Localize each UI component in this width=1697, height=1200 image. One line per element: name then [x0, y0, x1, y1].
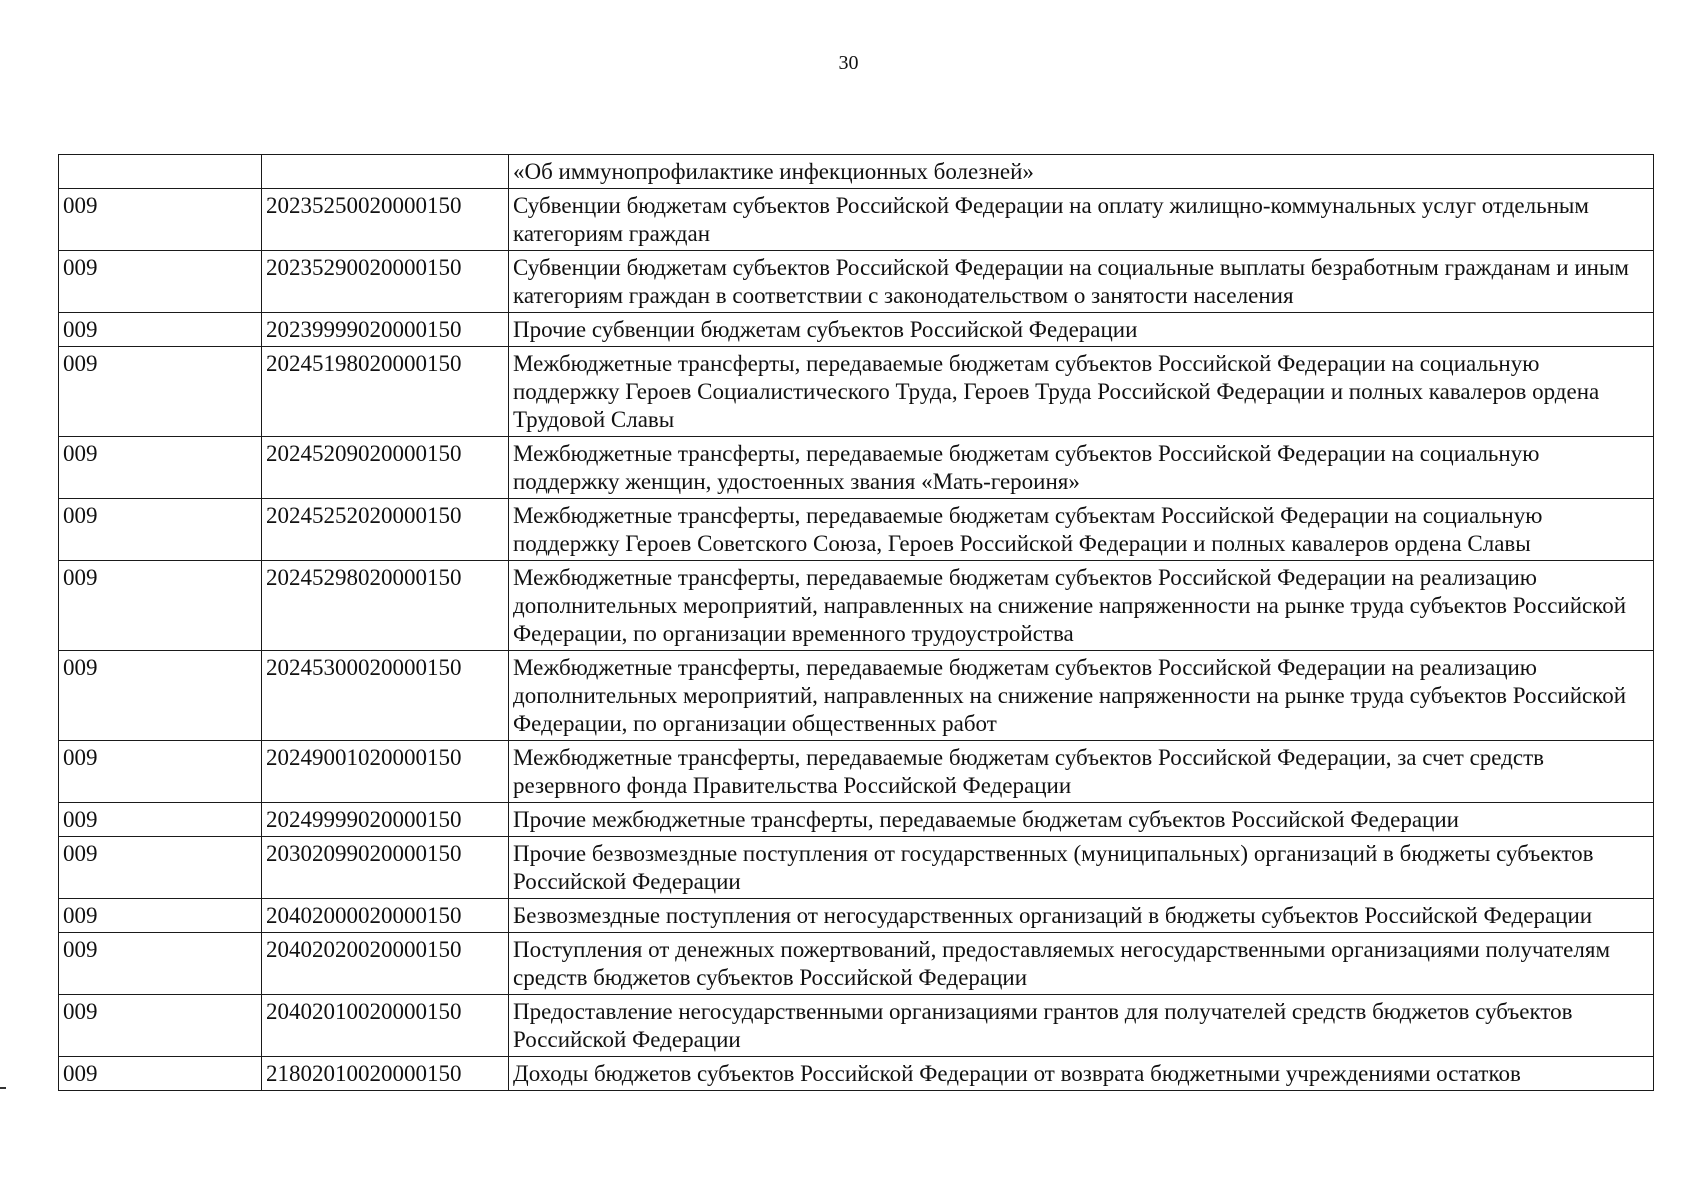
admin-code-cell: 009: [59, 347, 262, 437]
description-cell: Прочие безвозмездные поступления от государственных (муниципальных) организаций в бюджеты субъектов Российской Федерации: [509, 837, 1654, 899]
table-row: [59, 995, 1654, 1057]
description-cell: Поступления от денежных пожертвований, предоставляемых негосударственными организациями получателям средств бюджетов субъектов Российской Федерации: [509, 933, 1654, 995]
admin-code-cell: 009: [59, 437, 262, 499]
admin-code-cell: 009: [59, 251, 262, 313]
admin-code-cell: 009: [59, 499, 262, 561]
kbk-code-cell: 20402010020000150: [262, 995, 509, 1057]
description-cell: Предоставление негосударственными организациями грантов для получателей средств бюджетов субъектов Российской Федерации: [509, 995, 1654, 1057]
kbk-code-cell: 20245298020000150: [262, 561, 509, 651]
admin-code-cell: 009: [59, 803, 262, 837]
description-cell: Межбюджетные трансферты, передаваемые бюджетам субъектов Российской Федерации на реализацию дополнительных мероприятий, направленных на снижение напряженности на рынке труда субъектов Российской Федерации, по организации общественных работ: [509, 651, 1654, 741]
description-cell: Безвозмездные поступления от негосударственных организаций в бюджеты субъектов Российской Федерации: [509, 899, 1654, 933]
description-cell: Межбюджетные трансферты, передаваемые бюджетам субъектам Российской Федерации на социальную поддержку Героев Советского Союза, Героев Российской Федерации и полных кавалеров ордена Славы: [509, 499, 1654, 561]
admin-code-cell: 009: [59, 995, 262, 1057]
table-row: [59, 803, 1654, 837]
kbk-code-cell: 20235250020000150: [262, 189, 509, 251]
table-row: [59, 251, 1654, 313]
table-row: [59, 1057, 1654, 1091]
kbk-code-cell: 20245209020000150: [262, 437, 509, 499]
kbk-code-cell: 20245300020000150: [262, 651, 509, 741]
admin-code-cell: 009: [59, 933, 262, 995]
kbk-code-cell: 20235290020000150: [262, 251, 509, 313]
description-cell: Прочие субвенции бюджетам субъектов Российской Федерации: [509, 313, 1654, 347]
table-row: [59, 499, 1654, 561]
table-row: [59, 561, 1654, 651]
description-cell: Межбюджетные трансферты, передаваемые бюджетам субъектов Российской Федерации на социальную поддержку женщин, удостоенных звания «Мать-героиня»: [509, 437, 1654, 499]
table-row: [59, 347, 1654, 437]
kbk-code-cell: 20302099020000150: [262, 837, 509, 899]
table-row: [59, 899, 1654, 933]
admin-code-cell: [59, 155, 262, 189]
kbk-code-cell: 21802010020000150: [262, 1057, 509, 1091]
admin-code-cell: 009: [59, 899, 262, 933]
kbk-code-cell: [262, 155, 509, 189]
admin-code-cell: 009: [59, 561, 262, 651]
description-cell: Доходы бюджетов субъектов Российской Федерации от возврата бюджетными учреждениями остатков: [509, 1057, 1654, 1091]
table-row: [59, 741, 1654, 803]
description-cell: Межбюджетные трансферты, передаваемые бюджетам субъектов Российской Федерации на социальную поддержку Героев Социалистического Труда, Героев Труда Российской Федерации и полных кавалеров ордена Трудовой Славы: [509, 347, 1654, 437]
description-cell: Межбюджетные трансферты, передаваемые бюджетам субъектов Российской Федерации на реализацию дополнительных мероприятий, направленных на снижение напряженности на рынке труда субъектов Российской Федерации, по организации временного трудоустройства: [509, 561, 1654, 651]
description-cell: «Об иммунопрофилактике инфекционных болезней»: [509, 155, 1654, 189]
table-row: [59, 837, 1654, 899]
admin-code-cell: 009: [59, 741, 262, 803]
admin-code-cell: 009: [59, 189, 262, 251]
table-body: [59, 155, 1654, 1091]
kbk-code-cell: 20245252020000150: [262, 499, 509, 561]
description-cell: Субвенции бюджетам субъектов Российской Федерации на социальные выплаты безработным гражданам и иным категориям граждан в соответствии с законодательством о занятости населения: [509, 251, 1654, 313]
kbk-code-cell: 20249001020000150: [262, 741, 509, 803]
kbk-code-cell: 20402020020000150: [262, 933, 509, 995]
kbk-code-cell: 20245198020000150: [262, 347, 509, 437]
kbk-code-cell: 20249999020000150: [262, 803, 509, 837]
table-row: [59, 313, 1654, 347]
admin-code-cell: 009: [59, 1057, 262, 1091]
description-cell: Прочие межбюджетные трансферты, передаваемые бюджетам субъектов Российской Федерации: [509, 803, 1654, 837]
page-number: 30: [838, 52, 859, 74]
budget-codes-table: [58, 154, 1654, 1091]
admin-code-cell: 009: [59, 837, 262, 899]
admin-code-cell: 009: [59, 313, 262, 347]
kbk-code-cell: 20239999020000150: [262, 313, 509, 347]
table-row: [59, 651, 1654, 741]
description-cell: Межбюджетные трансферты, передаваемые бюджетам субъектов Российской Федерации, за счет средств резервного фонда Правительства Российской Федерации: [509, 741, 1654, 803]
admin-code-cell: 009: [59, 651, 262, 741]
table-row: [59, 189, 1654, 251]
table-row: [59, 437, 1654, 499]
description-cell: Субвенции бюджетам субъектов Российской Федерации на оплату жилищно-коммунальных услуг отдельным категориям граждан: [509, 189, 1654, 251]
table-row: [59, 155, 1654, 189]
table-row: [59, 933, 1654, 995]
margin-mark: [0, 1087, 6, 1089]
kbk-code-cell: 20402000020000150: [262, 899, 509, 933]
